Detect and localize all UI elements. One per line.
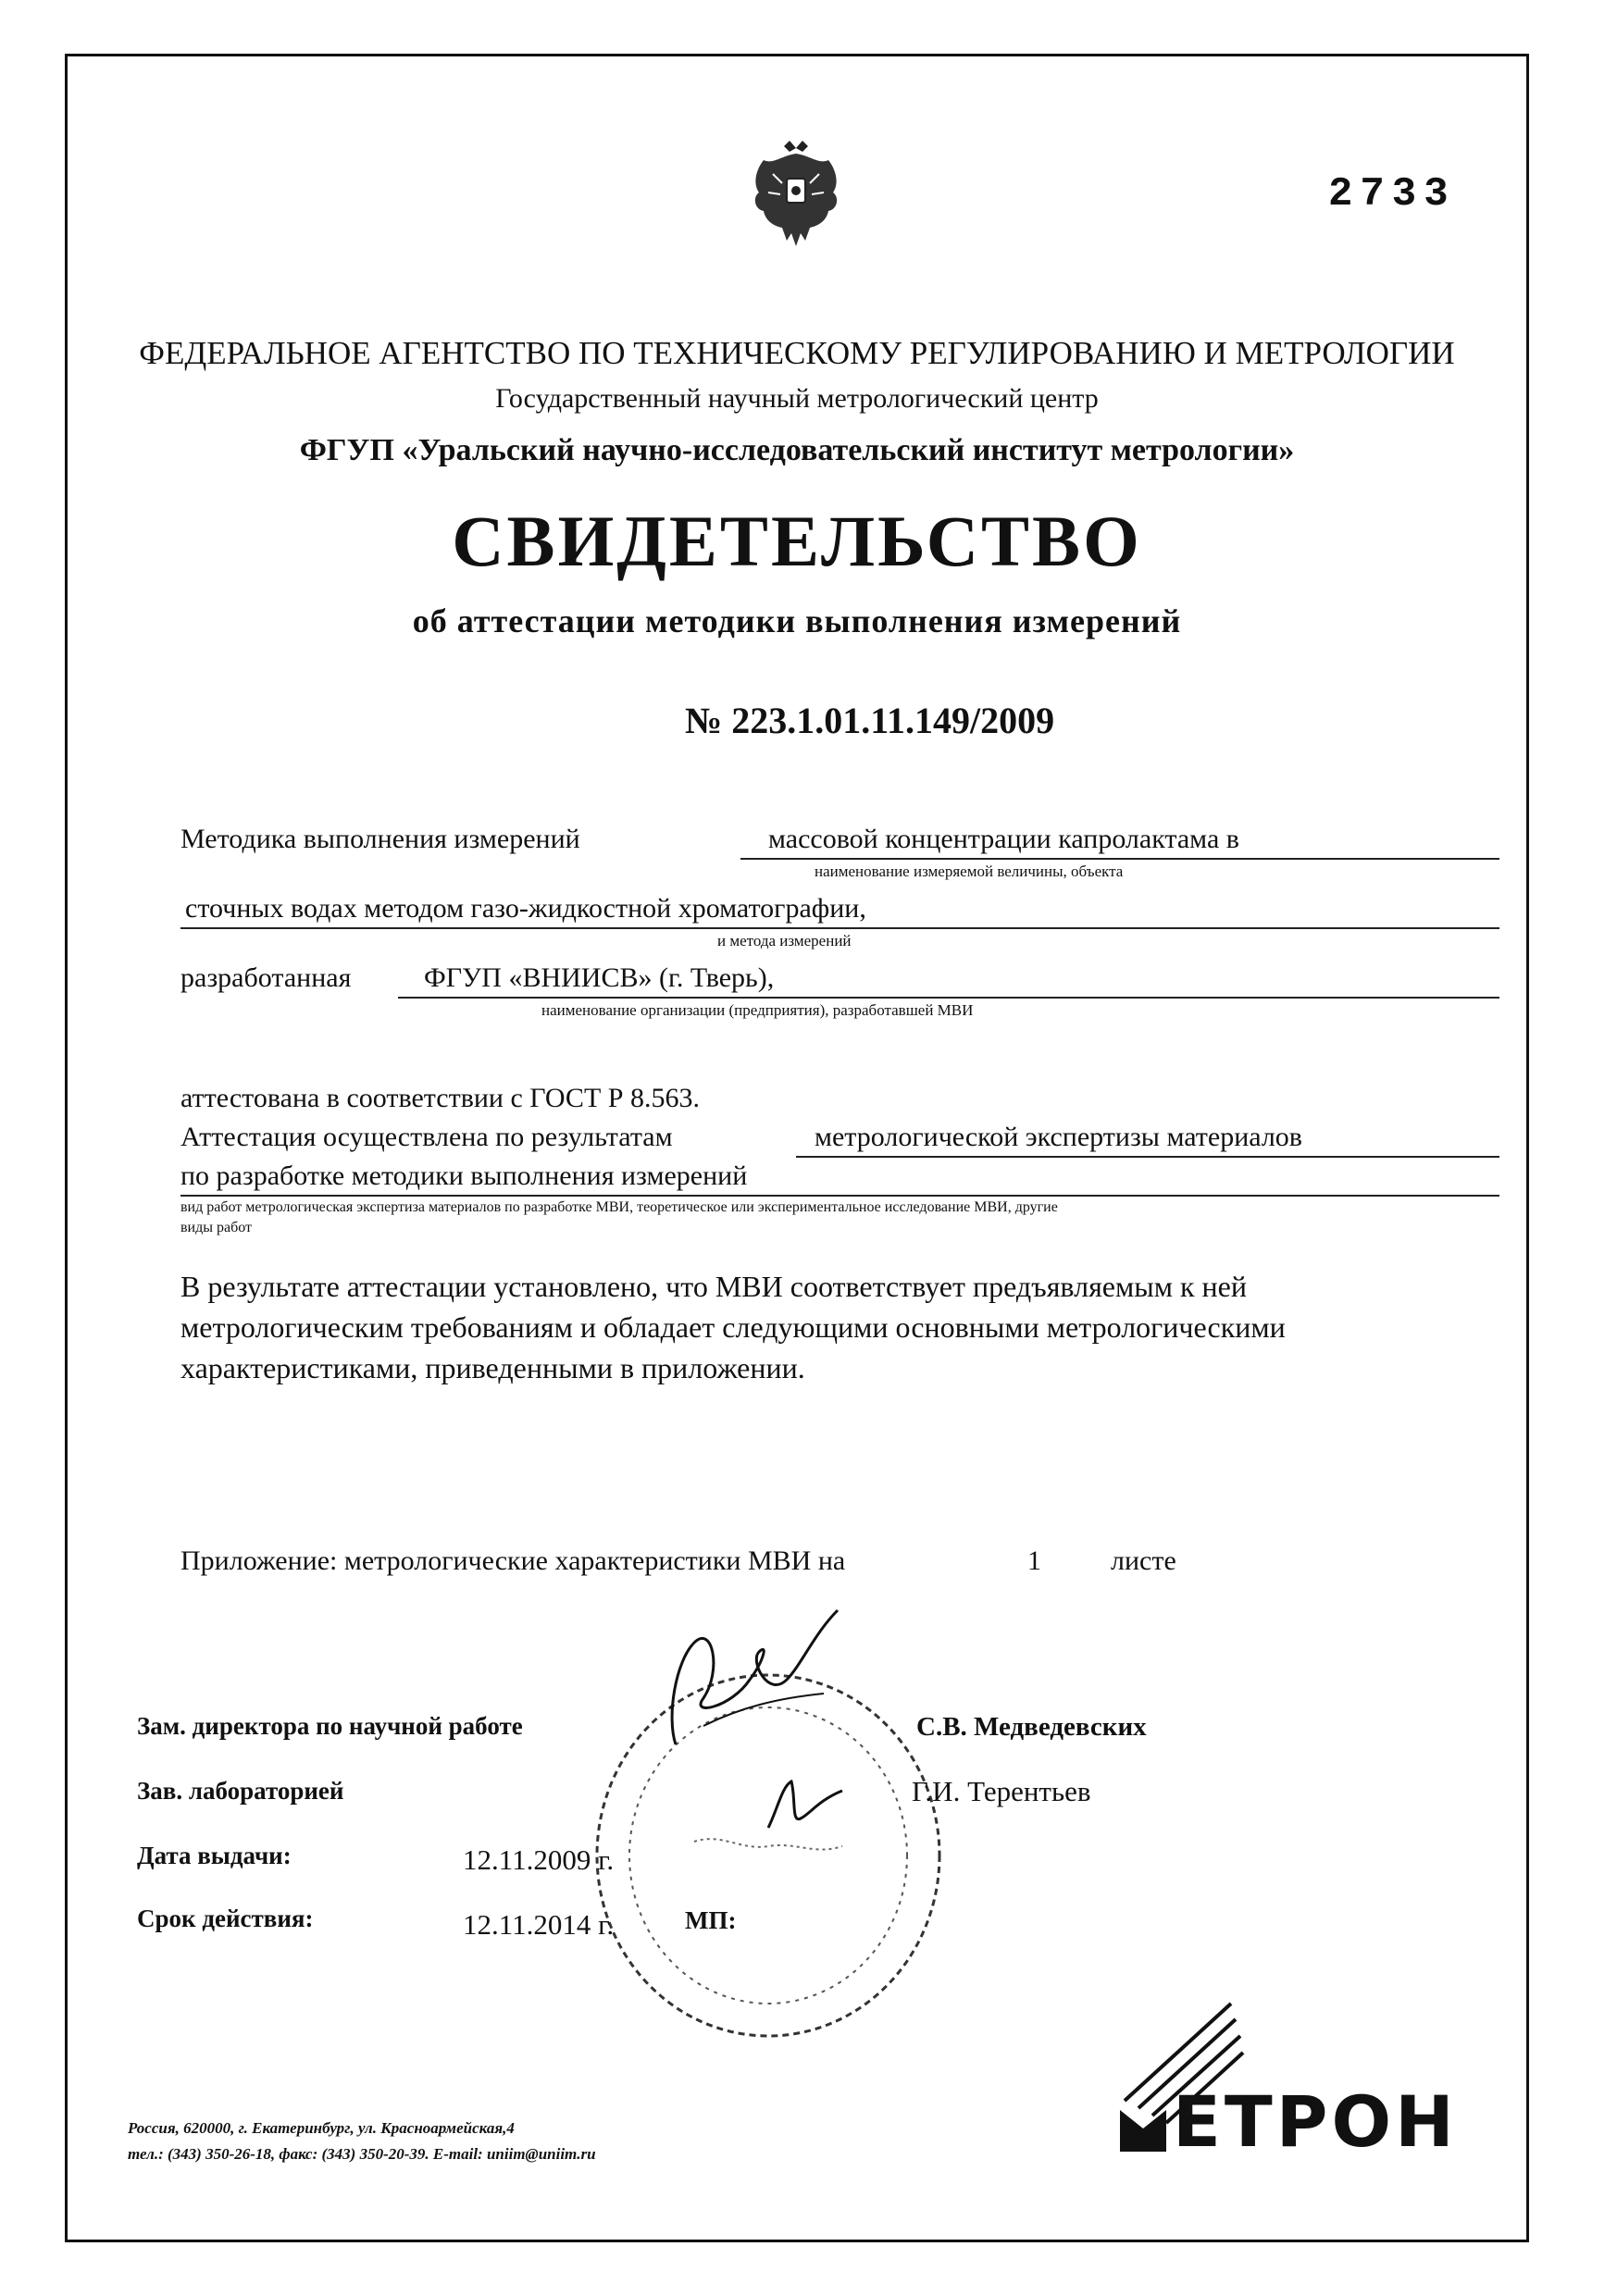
method-line2-rule: [180, 927, 1499, 929]
method-caption2: и метода измерений: [717, 932, 852, 949]
attestation-basis-value1: метрологической экспертизы материалов: [815, 1122, 1302, 1152]
double-headed-eagle-icon: [745, 137, 847, 253]
issue-date-label: Дата выдачи:: [137, 1842, 292, 1869]
result-line2: метрологическим требованиям и обладает следующими основными метрологическими: [180, 1310, 1286, 1344]
developer-label: разработанная: [180, 962, 352, 993]
signature-lab-head: [759, 1772, 852, 1837]
center-title: Государственный научный метрологический центр: [495, 383, 1099, 414]
page-title: СВИДЕТЕЛЬСТВО: [452, 501, 1142, 581]
valid-date-value: 12.11.2014 г.: [463, 1908, 615, 1941]
developer-caption: наименование организации (предприятия), разработавшей МВИ: [541, 1001, 974, 1019]
developer-value: ФГУП «ВНИИСВ» (г. Тверь),: [424, 962, 775, 993]
attestation-caption1: вид работ метрологическая экспертиза материалов по разработке МВИ, теоретическое или экспериментальное исследование МВИ, другие: [180, 1199, 1058, 1215]
method-value-line2: сточных водах методом газо-жидкостной хроматографии,: [185, 893, 866, 924]
metron-logo-text: ЕТРОН: [1173, 2080, 1458, 2163]
issue-date-value: 12.11.2009 г.: [463, 1843, 615, 1876]
signature-role-lab-head: Зав. лабораторией: [137, 1777, 344, 1805]
metron-logo: [1115, 1999, 1504, 2163]
attestation-rule1: [796, 1156, 1499, 1158]
method-line1-rule: [740, 858, 1499, 860]
result-line1: В результате аттестации установлено, что МВИ соответствует предъявляемым к ней: [180, 1270, 1247, 1303]
footer-address: Россия, 620000, г. Екатеринбург, ул. Красноармейская,4: [128, 2119, 515, 2137]
result-line3: характеристиками, приведенными в приложении.: [180, 1351, 805, 1384]
signature-role-director: Зам. директора по научной работе: [137, 1712, 523, 1740]
signature-director: [648, 1606, 861, 1763]
certificate-number: № 223.1.01.11.149/2009: [685, 700, 1055, 741]
method-label: Методика выполнения измерений: [180, 824, 580, 854]
stamp-mark: МП:: [685, 1906, 737, 1934]
attestation-standard: аттестована в соответствии с ГОСТ Р 8.563.: [180, 1083, 700, 1113]
method-value-line1: массовой концентрации капролактама в: [768, 824, 1239, 854]
footer-contacts: тел.: (343) 350-26-18, факс: (343) 350-20-39. E-mail: uniim@uniim.ru: [128, 2145, 596, 2163]
serial-number: 2733: [1328, 171, 1456, 217]
method-caption1: наименование измеряемой величины, объекта: [815, 863, 1124, 880]
appendix-unit: листе: [1111, 1545, 1176, 1576]
attestation-basis-value2: по разработке методики выполнения измерений: [180, 1160, 748, 1191]
attestation-basis-label: Аттестация осуществлена по результатам: [180, 1122, 673, 1152]
valid-date-label: Срок действия:: [137, 1905, 314, 1932]
signature-name-lab-head: Г.И. Терентьев: [912, 1775, 1091, 1807]
appendix-label: Приложение: метрологические характеристики МВИ на: [180, 1545, 846, 1576]
agency-title: ФЕДЕРАЛЬНОЕ АГЕНТСТВО ПО ТЕХНИЧЕСКОМУ РЕГУЛИРОВАНИЮ И МЕТРОЛОГИИ: [139, 335, 1455, 371]
attestation-rule2: [180, 1195, 1499, 1197]
attestation-caption2: виды работ: [180, 1220, 253, 1235]
appendix-count: 1: [1027, 1545, 1041, 1576]
signature-name-director: С.В. Медведевских: [916, 1712, 1147, 1742]
institute-title: ФГУП «Уральский научно-исследовательский институт метрологии»: [299, 433, 1295, 467]
developer-rule: [398, 997, 1499, 999]
page-subtitle: об аттестации методики выполнения измерений: [412, 602, 1182, 639]
